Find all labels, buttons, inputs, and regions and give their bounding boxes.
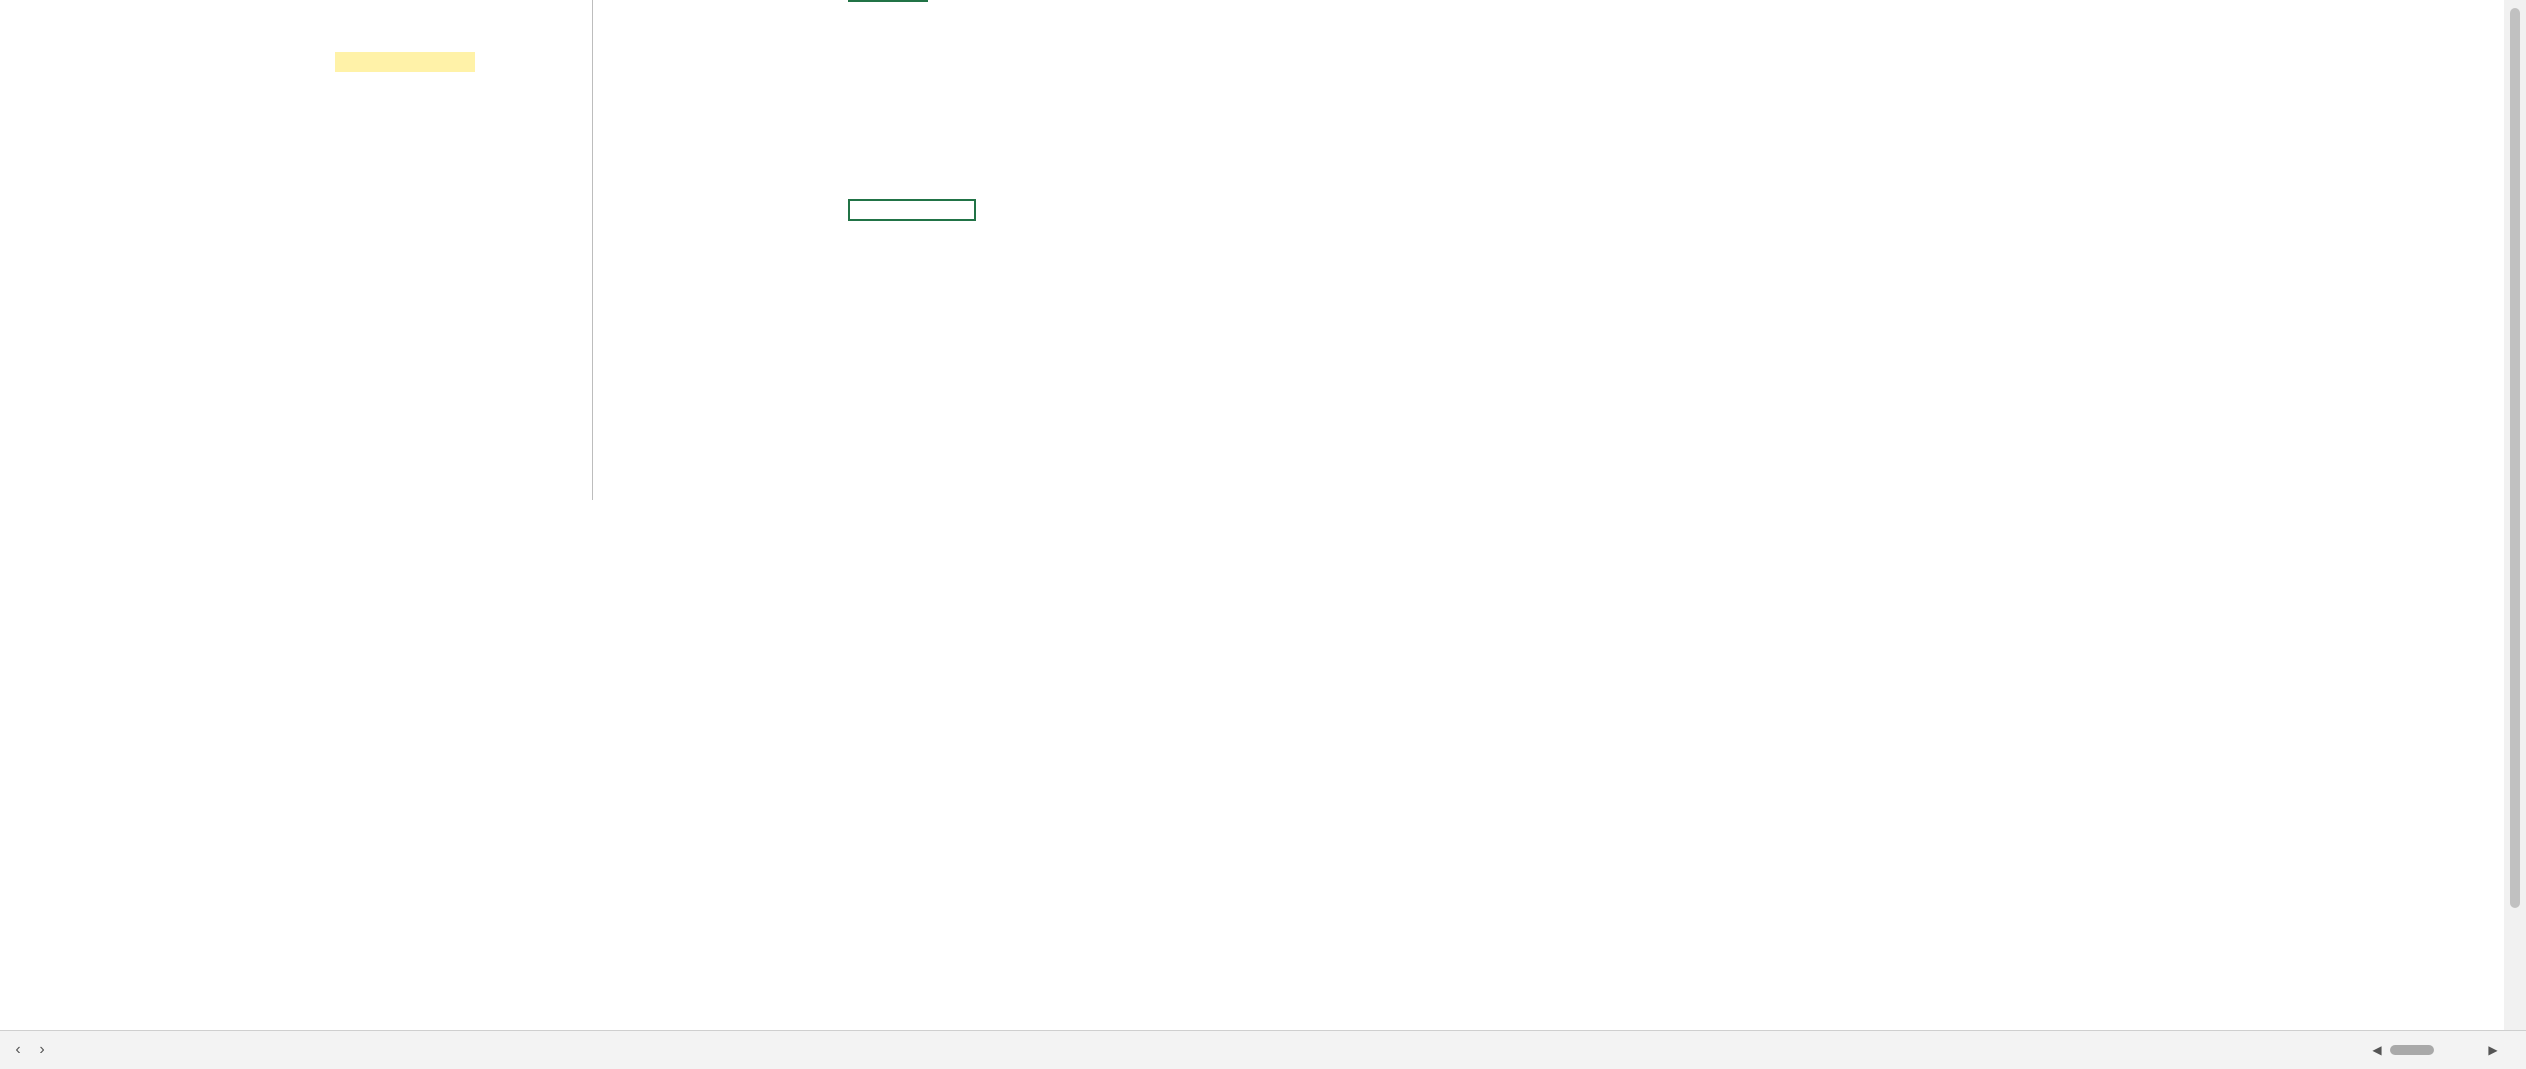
column-selection-indicator <box>848 0 928 2</box>
hscroll-right-icon[interactable]: ▶ <box>2488 1043 2498 1057</box>
more-tabs-icon[interactable] <box>2252 1037 2282 1063</box>
add-sheet-icon[interactable] <box>2294 1037 2320 1063</box>
sheet-tab-bar <box>0 1030 2526 1069</box>
tab-scroll-right-icon[interactable]: › <box>39 1041 45 1058</box>
launch-year-value <box>335 52 471 72</box>
vertical-scrollbar[interactable] <box>2504 0 2526 1030</box>
vertical-scrollbar-thumb[interactable] <box>2510 8 2520 908</box>
launch-year-cell[interactable] <box>335 52 475 72</box>
hscroll-left-icon[interactable]: ◀ <box>2372 1043 2382 1057</box>
tab-scroll-left-icon[interactable]: ‹ <box>15 1041 21 1058</box>
tab-options-icon[interactable] <box>2330 1037 2344 1063</box>
active-cell-cursor[interactable] <box>848 199 976 221</box>
horizontal-scrollbar-thumb[interactable] <box>2390 1045 2434 1055</box>
column-divider <box>592 0 593 500</box>
